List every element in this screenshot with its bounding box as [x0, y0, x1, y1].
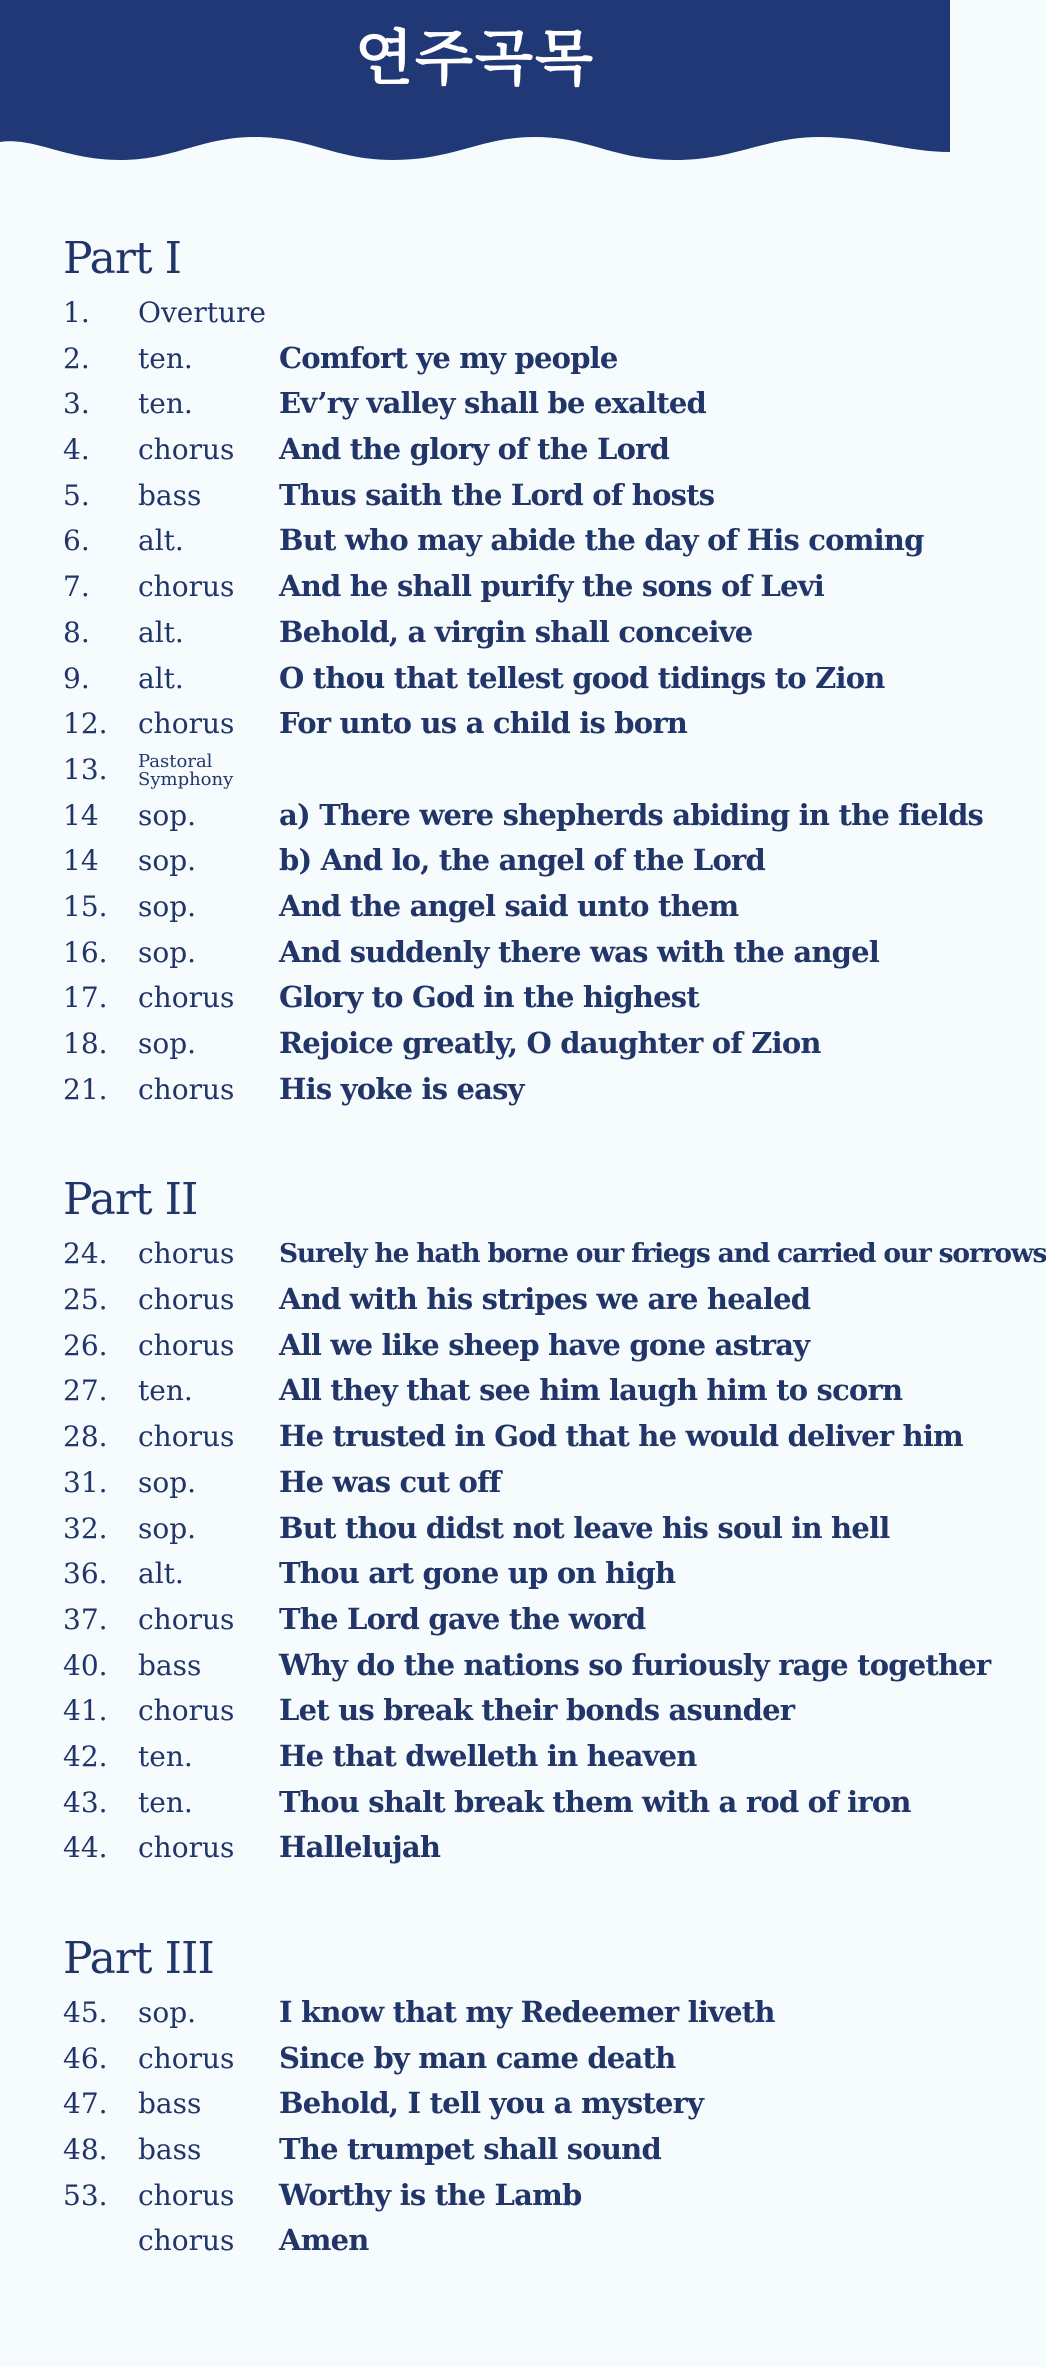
program-item: [63, 930, 933, 976]
item-voice: chorus: [138, 1602, 235, 1636]
item-number: 5.: [63, 478, 90, 512]
item-voice: chorus: [138, 1831, 235, 1865]
part-title: Part II: [63, 1174, 198, 1226]
item-title: And with his stripes we are healed: [279, 1282, 811, 1317]
item-voice: sop.: [138, 1996, 197, 2029]
item-voice: chorus: [138, 570, 235, 604]
item-voice: ten.: [138, 341, 193, 375]
item-number: 17.: [63, 981, 108, 1015]
item-title: Thou shalt break them with a rod of iron: [279, 1784, 911, 1819]
item-voice: alt.: [138, 615, 184, 649]
item-voice: alt.: [138, 661, 184, 695]
item-voice: chorus: [138, 2178, 235, 2212]
program-item: [63, 701, 933, 747]
item-number: 1.: [63, 296, 90, 329]
item-voice: chorus: [138, 2224, 235, 2258]
program-item: [63, 1506, 933, 1552]
item-title: Ev’ry valley shall be exalted: [279, 386, 707, 421]
program-item: [63, 1414, 963, 1460]
program-item: [63, 1460, 933, 1506]
item-voice: sop.: [138, 1511, 197, 1545]
item-title: Behold, a virgin shall conceive: [279, 614, 753, 649]
program-item: [63, 1021, 933, 1067]
item-title: For unto us a child is born: [279, 706, 688, 741]
item-number: 28.: [63, 1420, 108, 1454]
item-title: He was cut off: [279, 1464, 501, 1499]
program-item: [63, 656, 933, 702]
item-number: 14: [63, 798, 99, 832]
item-number: 2.: [63, 341, 90, 375]
item-title: And suddenly there was with the angel: [279, 934, 879, 969]
item-voice: ten.: [138, 387, 193, 421]
item-voice: ten.: [138, 1785, 193, 1819]
program-part: [63, 1169, 1046, 1871]
item-voice: chorus: [138, 1328, 235, 1362]
item-number: 31.: [63, 1465, 108, 1499]
item-number: 18.: [63, 1027, 108, 1060]
item-number: 44.: [63, 1831, 108, 1865]
item-voice: sop.: [138, 844, 197, 878]
item-voice: sop.: [138, 1027, 197, 1060]
item-title: And the glory of the Lord: [279, 432, 670, 467]
item-number: 8.: [63, 615, 90, 649]
item-title: He trusted in God that he would deliver him: [279, 1419, 963, 1454]
item-title: Comfort ye my people: [279, 340, 618, 375]
item-voice: bass: [138, 1648, 202, 1682]
program-item: [63, 1323, 933, 1369]
program-item: [63, 336, 933, 382]
item-voice: chorus: [138, 2041, 235, 2075]
item-number: 42.: [63, 1739, 108, 1773]
program-item: [63, 1643, 991, 1689]
item-title: Behold, I tell you a mystery: [279, 2086, 704, 2121]
program-item: [63, 1551, 933, 1597]
item-title: And the angel said unto them: [279, 888, 739, 923]
program-item: [63, 1067, 933, 1113]
program-item: [63, 518, 933, 564]
item-number: 7.: [63, 570, 90, 604]
item-title: Why do the nations so furiously rage together: [279, 1647, 991, 1682]
program-item: [63, 838, 933, 884]
program-part: [63, 228, 984, 1112]
item-title: O thou that tellest good tidings to Zion: [279, 660, 885, 695]
item-voice: bass: [138, 2133, 202, 2167]
program-item: [63, 975, 933, 1021]
item-number: 4.: [63, 433, 90, 467]
item-voice: bass: [138, 478, 202, 512]
item-title: Rejoice greatly, O daughter of Zion: [279, 1026, 821, 1060]
item-voice: chorus: [138, 1237, 235, 1271]
item-number: 45.: [63, 1996, 108, 2029]
item-number: 53.: [63, 2178, 108, 2212]
item-voice: chorus: [138, 1694, 235, 1728]
item-number: 3.: [63, 387, 90, 421]
program-item: [63, 610, 933, 656]
program-item: [63, 1231, 1046, 1277]
item-voice: sop.: [138, 798, 197, 832]
item-title: All we like sheep have gone astray: [279, 1327, 810, 1362]
item-title: Thus saith the Lord of hosts: [279, 477, 715, 512]
item-number: 12.: [63, 707, 108, 741]
item-title: Hallelujah: [279, 1830, 441, 1865]
item-number: 27.: [63, 1374, 108, 1408]
item-title: He that dwelleth in heaven: [279, 1738, 697, 1773]
program-item: [63, 1368, 933, 1414]
program-item: [63, 564, 933, 610]
page-title: 연주곡목: [355, 24, 595, 94]
item-number: 21.: [63, 1072, 108, 1106]
part-title: Part I: [63, 233, 181, 284]
item-voice: chorus: [138, 707, 235, 741]
item-voice: ten.: [138, 1739, 193, 1773]
program-item: [63, 1990, 933, 2036]
item-title: The trumpet shall sound: [279, 2132, 661, 2167]
item-title: But thou didst not leave his soul in hell: [279, 1510, 890, 1545]
program-item: [63, 1277, 933, 1323]
item-number: 13.: [63, 752, 108, 786]
item-title: All they that see him laugh him to scorn: [279, 1373, 903, 1408]
item-title: But who may abide the day of His coming: [279, 523, 924, 558]
item-voice: alt.: [138, 1557, 184, 1591]
item-number: 46.: [63, 2041, 108, 2075]
item-number: 26.: [63, 1328, 108, 1362]
item-title: Worthy is the Lamb: [279, 2177, 582, 2212]
item-number: 9.: [63, 661, 90, 695]
item-title: Thou art gone up on high: [279, 1556, 676, 1591]
item-number: 36.: [63, 1557, 108, 1591]
item-number: 43.: [63, 1785, 108, 1819]
item-voice: Pastoral Symphony: [138, 750, 234, 790]
program-item: [63, 427, 933, 473]
item-voice: alt.: [138, 524, 184, 558]
program-item: [63, 1825, 933, 1871]
item-number: 16.: [63, 935, 108, 969]
program-item: [63, 2218, 933, 2264]
program-item: [63, 2081, 933, 2127]
program-item: [63, 747, 933, 793]
item-number: 47.: [63, 2087, 108, 2121]
program-list: [63, 228, 1046, 2264]
item-voice: chorus: [138, 433, 235, 467]
item-number: 25.: [63, 1283, 108, 1317]
program-part: [63, 1928, 933, 2264]
program-item: [63, 793, 984, 839]
item-number: 41.: [63, 1694, 108, 1728]
item-title: b) And lo, the angel of the Lord: [279, 843, 765, 878]
program-item: [63, 1597, 933, 1643]
header-banner: [0, 0, 950, 165]
item-voice: sop.: [138, 889, 197, 923]
item-title: Amen: [279, 2223, 369, 2258]
program-item: [63, 884, 933, 930]
item-title: Glory to God in the highest: [279, 980, 699, 1015]
item-voice: chorus: [138, 981, 235, 1015]
item-voice: chorus: [138, 1420, 235, 1454]
item-number: 14: [63, 844, 99, 878]
item-voice: ten.: [138, 1374, 193, 1408]
part-title: Part III: [63, 1933, 214, 1984]
item-number: 32.: [63, 1511, 108, 1545]
program-item: [63, 2173, 933, 2219]
item-title: Let us break their bonds asunder: [279, 1693, 795, 1728]
item-number: 24.: [63, 1237, 108, 1271]
item-number: 6.: [63, 524, 90, 558]
item-voice: bass: [138, 2087, 202, 2121]
program-item: [63, 473, 933, 519]
item-title: And he shall purify the sons of Levi: [279, 569, 825, 604]
item-number: 37.: [63, 1602, 108, 1636]
item-title: His yoke is easy: [279, 1071, 524, 1106]
program-item: [63, 1734, 933, 1780]
item-number: 48.: [63, 2133, 108, 2167]
program-item: [63, 381, 933, 427]
program-item: [63, 1688, 933, 1734]
item-title: Surely he hath borne our friegs and carried our sorrows: [279, 1238, 1046, 1270]
item-voice: sop.: [138, 1465, 197, 1499]
item-voice: Overture: [138, 296, 266, 329]
item-voice: sop.: [138, 935, 197, 969]
item-number: 15.: [63, 889, 108, 923]
item-title: The Lord gave the word: [279, 1601, 646, 1636]
program-item: [63, 290, 933, 336]
item-number: 40.: [63, 1648, 108, 1682]
item-voice: chorus: [138, 1072, 235, 1106]
program-item: [63, 2036, 933, 2082]
item-title: a) There were shepherds abiding in the fields: [279, 797, 984, 832]
item-title: Since by man came death: [279, 2040, 676, 2075]
item-voice: chorus: [138, 1283, 235, 1317]
program-item: [63, 1780, 933, 1826]
program-item: [63, 2127, 933, 2173]
item-title: I know that my Redeemer liveth: [279, 1995, 775, 2029]
